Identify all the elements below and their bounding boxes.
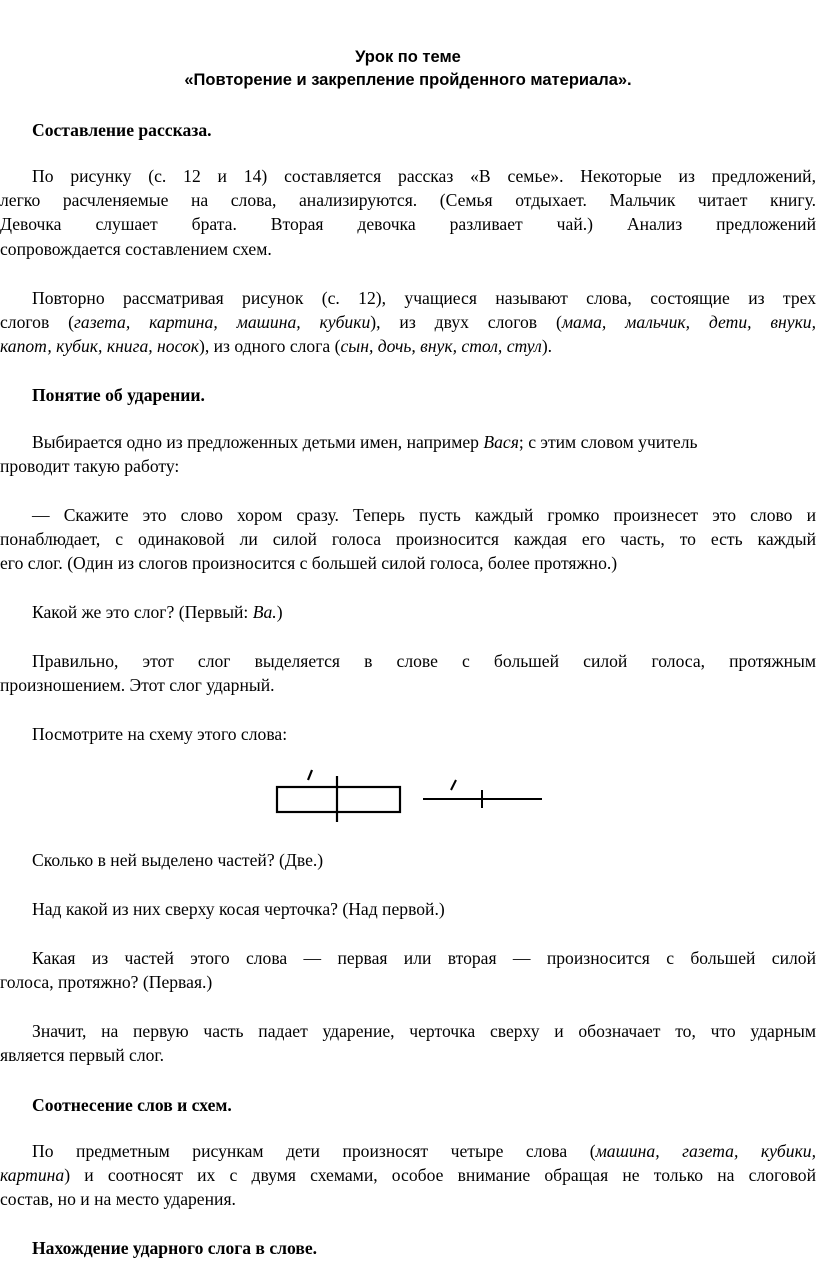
text-run: По предметным рисункам дети произносят четыре слова ( — [32, 1141, 596, 1161]
stress-mark — [308, 770, 312, 780]
text-line — [0, 430, 816, 454]
italic-words: газета, картина, машина, кубики — [74, 312, 371, 333]
paragraph-slash-above: Над какой из них сверху косая черточка? (Над первой.) — [32, 899, 445, 919]
paragraph-syllable-words — [0, 286, 816, 359]
lesson-title-line-2: «Повторение и закрепление пройденного материала». — [184, 71, 632, 89]
text-line: легко расчленяемые на слова, анализируются. (Семья отдыхает. Мальчик читает книгу. — [0, 190, 816, 211]
text-line — [0, 310, 816, 334]
italic-word: картина — [0, 1165, 65, 1186]
text-line: является первый слог. — [0, 1045, 165, 1066]
text-line: его слог. (Один из слогов произносится с большей силой голоса, более протяжно.) — [0, 553, 618, 574]
section-heading-find-stress: Нахождение ударного слога в слове. — [32, 1238, 318, 1258]
text-run: ), из двух слогов ( — [370, 312, 562, 333]
text-run: ), из одного слога ( — [198, 336, 341, 357]
paragraph-stressed-syllable — [0, 649, 816, 697]
paragraph-which-part — [0, 946, 816, 994]
word-rectangle — [277, 787, 400, 812]
paragraph-matching-words — [0, 1139, 816, 1212]
text-run: ) — [276, 602, 283, 622]
italic-word: Вася — [483, 432, 519, 452]
word-stress-scheme — [270, 764, 550, 824]
paragraph-which-syllable — [32, 600, 283, 624]
paragraph-name-choice — [0, 430, 816, 478]
paragraph-say-word — [0, 503, 816, 576]
section-heading-stress: Понятие об ударении. — [32, 385, 205, 405]
text-line: Правильно, этот слог выделяется в слове с большей силой голоса, протяжным — [32, 651, 816, 671]
line-scheme — [423, 780, 542, 808]
lesson-title-line-1: Урок по теме — [355, 48, 461, 66]
paragraph-look-at-scheme: Посмотрите на схему этого слова: — [32, 724, 288, 744]
text-line: сопровождается составлением схем. — [0, 238, 272, 259]
text-run: слогов ( — [0, 312, 75, 333]
text-run: ) и соотносят их с двумя схемами, особое внимание обращая не только на слоговой — [64, 1165, 816, 1186]
italic-words: машина, газета, кубики, — [595, 1141, 816, 1161]
text-line: По рисунку (с. 12 и 14) составляется рассказ «В семье». Некоторые из предложений, — [32, 166, 816, 186]
section-heading-matching: Соотнесение слов и схем. — [32, 1095, 232, 1115]
text-line: Повторно рассматривая рисунок (с. 12), учащиеся называют слова, состоящие из трех — [32, 288, 816, 308]
text-line: понаблюдает, с одинаковой ли силой голоса произносится каждая его часть, то есть каждый — [0, 529, 816, 550]
text-line — [0, 1139, 816, 1163]
text-line: голоса, протяжно? (Первая.) — [0, 972, 213, 993]
paragraph-stress-conclusion — [0, 1019, 816, 1067]
text-line: Девочка слушает брата. Вторая девочка разливает чай.) Анализ предложений — [0, 214, 816, 235]
text-line: — Скажите это слово хором сразу. Теперь пусть каждый громко произнесет это слово и — [32, 505, 816, 525]
text-line — [0, 1163, 816, 1187]
text-run: Какой же это слог? (Первый: — [32, 602, 253, 622]
text-line: Какая из частей этого слова — первая или вторая — произносится с большей силой — [32, 948, 816, 968]
text-line: проводит такую работу: — [0, 456, 180, 477]
paragraph-story-composition — [0, 164, 816, 261]
stress-mark — [451, 780, 456, 790]
section-heading-story: Составление рассказа. — [32, 120, 212, 140]
italic-words: мама, мальчик, дети, внуки, — [561, 312, 816, 333]
rectangle-scheme — [277, 770, 400, 822]
text-run: ). — [541, 336, 553, 357]
text-line — [0, 334, 816, 358]
text-line: Значит, на первую часть падает ударение, черточка сверху и обозначает то, что ударным — [32, 1021, 816, 1041]
paragraph-how-many-parts: Сколько в ней выделено частей? (Две.) — [32, 850, 324, 870]
text-run: ; с этим словом учитель — [518, 432, 698, 452]
text-line: произношением. Этот слог ударный. — [0, 675, 275, 696]
text-run: Выбирается одно из предложенных детьми имен, например — [32, 432, 484, 452]
text-line: состав, но и на место ударения. — [0, 1189, 236, 1210]
italic-words: сын, дочь, внук, стол, стул — [340, 336, 542, 357]
italic-words: капот, кубик, книга, носок — [0, 336, 199, 357]
italic-syllable: Ва. — [252, 602, 277, 622]
